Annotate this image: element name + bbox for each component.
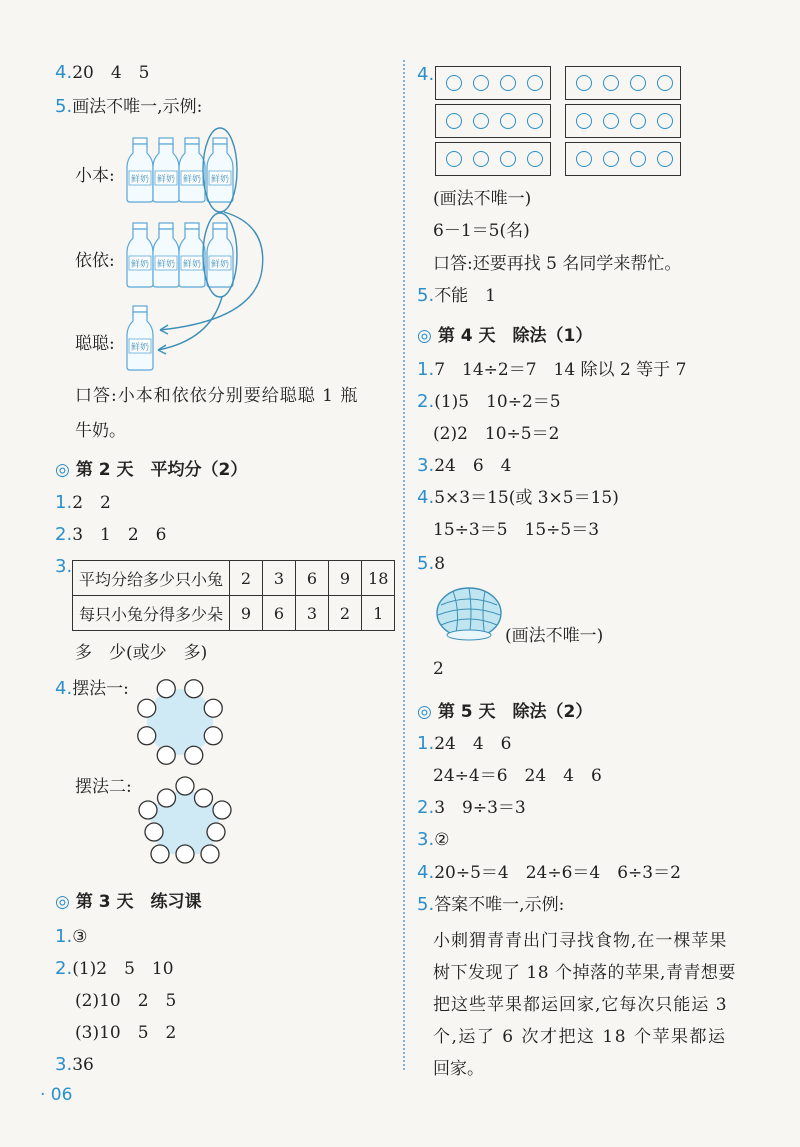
bottle-label: 鲜奶 (182, 175, 202, 185)
question-number: 4. (417, 862, 435, 883)
student-circle (576, 75, 592, 91)
group-box (435, 66, 551, 100)
name-yiyi: 依依: (75, 251, 115, 271)
d3-q1 (55, 926, 87, 948)
answer-text: 24 6 4 (434, 456, 512, 476)
d5-q5 (417, 894, 564, 916)
student-circle (576, 113, 592, 129)
answer-text: 3 9÷3＝3 (434, 798, 526, 818)
answer-text: 5×3＝15(或 3×5＝15) (434, 488, 619, 508)
d4-q5 (417, 553, 445, 575)
answer-text: 20 4 5 (72, 63, 150, 83)
flower-circle (138, 699, 156, 717)
d3-q2 (55, 958, 174, 980)
answer-text: 画法不唯一,示例: (72, 97, 203, 117)
flower-circle (204, 699, 222, 717)
question-number: 4. (417, 64, 435, 85)
student-circle (603, 113, 619, 129)
student-circle (657, 113, 673, 129)
student-circle (657, 151, 673, 167)
student-circle (473, 151, 489, 167)
d4-q4-part2: 15÷3＝5 15÷5＝3 (433, 520, 600, 540)
section-day2 (55, 458, 247, 482)
student-circle (527, 151, 543, 167)
section-day4 (417, 324, 592, 348)
arrow-line (158, 297, 222, 350)
d2-q3-compare: 多 少(或少 多) (75, 643, 208, 663)
flower-circle (158, 789, 176, 807)
flower-circle (185, 680, 203, 698)
column-divider (403, 60, 405, 1070)
right-q5 (417, 285, 496, 307)
flower-circle (195, 789, 213, 807)
circle-mark-icon: ◎ (55, 892, 70, 912)
student-circle (446, 113, 462, 129)
question-number: 3. (55, 1054, 73, 1075)
answer-text: 24 4 6 (434, 734, 512, 754)
d4-q1 (417, 359, 686, 381)
table-cell: 1 (362, 596, 395, 631)
d5-q3 (417, 829, 449, 851)
d2-q4 (55, 678, 129, 700)
question-number: 2. (417, 797, 435, 818)
flower-circle (138, 727, 156, 745)
bottle-label: 鲜奶 (130, 175, 150, 185)
table-row (73, 561, 395, 596)
section-title: 第 3 天 练习课 (75, 892, 202, 912)
question-number: 2. (55, 958, 73, 979)
name-xiaoben: 小本: (75, 166, 115, 186)
table-cell: 2 (230, 561, 263, 596)
question-number: 5. (417, 553, 435, 574)
answer-text: 36 (72, 1055, 94, 1075)
d3-q2-part2: (2)10 2 5 (75, 991, 177, 1011)
question-number: 4. (55, 678, 73, 699)
flower-circle (201, 845, 219, 863)
answer-text: ② (434, 830, 450, 850)
arrangement-two-figure (130, 772, 240, 872)
section-title: 第 2 天 平均分（2） (75, 460, 248, 480)
watermelon-icon (433, 585, 505, 645)
table-cell: 18 (362, 561, 395, 596)
circle-mark-icon: ◎ (55, 460, 70, 480)
bottle-label: 鲜奶 (156, 175, 176, 185)
flower-circle (176, 777, 194, 795)
flower-circle (176, 845, 194, 863)
oral-answer-line1: 口答:小本和依依分别要给聪聪 1 瓶 (75, 386, 359, 406)
answer-text: 8 (434, 554, 446, 574)
d4-q4 (417, 487, 619, 509)
table-cell: 3 (263, 561, 296, 596)
table-row-label: 平均分给多少只小兔 (73, 561, 230, 596)
question-number: 1. (417, 359, 435, 380)
student-circle (500, 113, 516, 129)
story-line: 把这些苹果都运回家,它每次只能运 3 (433, 995, 728, 1015)
section-title: 第 5 天 除法（2） (437, 702, 593, 722)
oral-answer-line2: 牛奶。 (75, 421, 126, 441)
rabbit-table (72, 560, 395, 631)
question-number: 1. (55, 926, 73, 947)
flower-circle (157, 680, 175, 698)
student-circle (603, 75, 619, 91)
page-number: · 06 (40, 1085, 73, 1105)
bottle-label: 鲜奶 (130, 260, 150, 270)
story-line: 小刺猬青青出门寻找食物,在一棵苹果 (433, 931, 728, 951)
group-box (435, 142, 551, 176)
d5-q1 (417, 733, 511, 755)
oral-answer: 口答:还要再找 5 名同学来帮忙。 (433, 254, 682, 274)
question-number: 4. (417, 487, 435, 508)
student-circle (500, 75, 516, 91)
student-circle (473, 75, 489, 91)
d4-q2 (417, 391, 561, 413)
bottle-label: 鲜奶 (182, 260, 202, 270)
bottle-label: 鲜奶 (156, 260, 176, 270)
question-number: 2. (55, 524, 73, 545)
circle-mark-icon: ◎ (417, 326, 432, 346)
d2-q1 (55, 492, 111, 514)
note-text: (画法不唯一) (505, 626, 604, 646)
student-circle (500, 151, 516, 167)
table-cell: 2 (329, 596, 362, 631)
section-day5 (417, 700, 592, 724)
question-number: 5. (417, 894, 435, 915)
question-number: 1. (55, 492, 73, 513)
d3-q3 (55, 1054, 94, 1076)
section-title: 第 4 天 除法（1） (437, 326, 593, 346)
question-number: 3. (55, 556, 73, 577)
student-circle (527, 113, 543, 129)
student-circle (576, 151, 592, 167)
transfer-arrows (0, 0, 300, 380)
question-number: 3. (417, 455, 435, 476)
highlight-oval (203, 213, 237, 297)
answer-text: ③ (72, 927, 88, 947)
flower-circle (185, 746, 203, 764)
d2-q4-arrangement-two: 摆法二: (75, 777, 132, 797)
student-circle (527, 75, 543, 91)
student-circle (630, 113, 646, 129)
story-line: 回家。 (433, 1059, 484, 1079)
flower-circle (213, 801, 231, 819)
equation-text: 6－1＝5(名) (433, 221, 530, 241)
question-number: 5. (417, 285, 435, 306)
question-number: 2. (417, 391, 435, 412)
student-circle (603, 151, 619, 167)
answer-text: 2 2 (72, 493, 111, 513)
bottle-label: 鲜奶 (130, 343, 150, 353)
d5-q4 (417, 862, 681, 884)
d4-q3 (417, 455, 511, 477)
table-cell: 6 (296, 561, 329, 596)
group-box (435, 104, 551, 138)
highlight-oval (203, 128, 237, 212)
flower-circle (204, 727, 222, 745)
answer-text: 摆法一: (72, 679, 129, 699)
table-row-label: 每只小兔分得多少朵 (73, 596, 230, 631)
question-number: 4. (55, 62, 73, 83)
table-cell: 6 (263, 596, 296, 631)
answer-text: 3 1 2 6 (72, 525, 167, 545)
student-circle (473, 113, 489, 129)
d5-q1-part2: 24÷4＝6 24 4 6 (433, 766, 602, 786)
group-box (565, 142, 681, 176)
d3-q2-part3: (3)10 5 2 (75, 1023, 177, 1043)
d2-q2 (55, 524, 166, 546)
student-circle (446, 75, 462, 91)
answer-text: 20÷5＝4 24÷6＝4 6÷3＝2 (434, 863, 681, 883)
section-day3 (55, 890, 202, 914)
answer-text: (1)2 5 10 (72, 959, 174, 979)
student-circle (630, 151, 646, 167)
table-cell: 3 (296, 596, 329, 631)
note-text: (画法不唯一) (433, 189, 532, 209)
bottle-label: 鲜奶 (210, 260, 230, 270)
arrangement-one-figure (130, 675, 230, 770)
d4-q2-part2: (2)2 10÷5＝2 (433, 424, 560, 444)
flower-circle (145, 823, 163, 841)
right-q4 (417, 64, 434, 86)
table-row (73, 596, 395, 631)
group-box (565, 66, 681, 100)
flower-circle (207, 823, 225, 841)
flower-circle (157, 746, 175, 764)
answer-text: 答案不唯一,示例: (434, 895, 565, 915)
answer-text: (1)5 10÷2＝5 (434, 392, 561, 412)
question-number: 3. (417, 829, 435, 850)
d4-q5-answer: 2 (433, 659, 444, 679)
table-cell: 9 (230, 596, 263, 631)
answer-text: 7 14÷2＝7 14 除以 2 等于 7 (434, 360, 687, 380)
student-circle (630, 75, 646, 91)
name-congcong: 聪聪: (75, 334, 115, 354)
d5-q2 (417, 797, 526, 819)
flower-circle (139, 801, 157, 819)
question-number: 5. (55, 96, 73, 117)
flower-circle (151, 845, 169, 863)
group-box (565, 104, 681, 138)
bottle-label: 鲜奶 (210, 175, 230, 185)
d2-q3 (55, 556, 72, 578)
question-number: 1. (417, 733, 435, 754)
student-circle (657, 75, 673, 91)
student-circle (446, 151, 462, 167)
answer-text: 不能 1 (434, 286, 497, 306)
circle-mark-icon: ◎ (417, 702, 432, 722)
story-line: 个,运了 6 次才把这 18 个苹果都运 (433, 1027, 727, 1047)
story-line: 树下发现了 18 个掉落的苹果,青青想要 (433, 963, 736, 983)
arrow-line (160, 212, 263, 330)
table-cell: 9 (329, 561, 362, 596)
